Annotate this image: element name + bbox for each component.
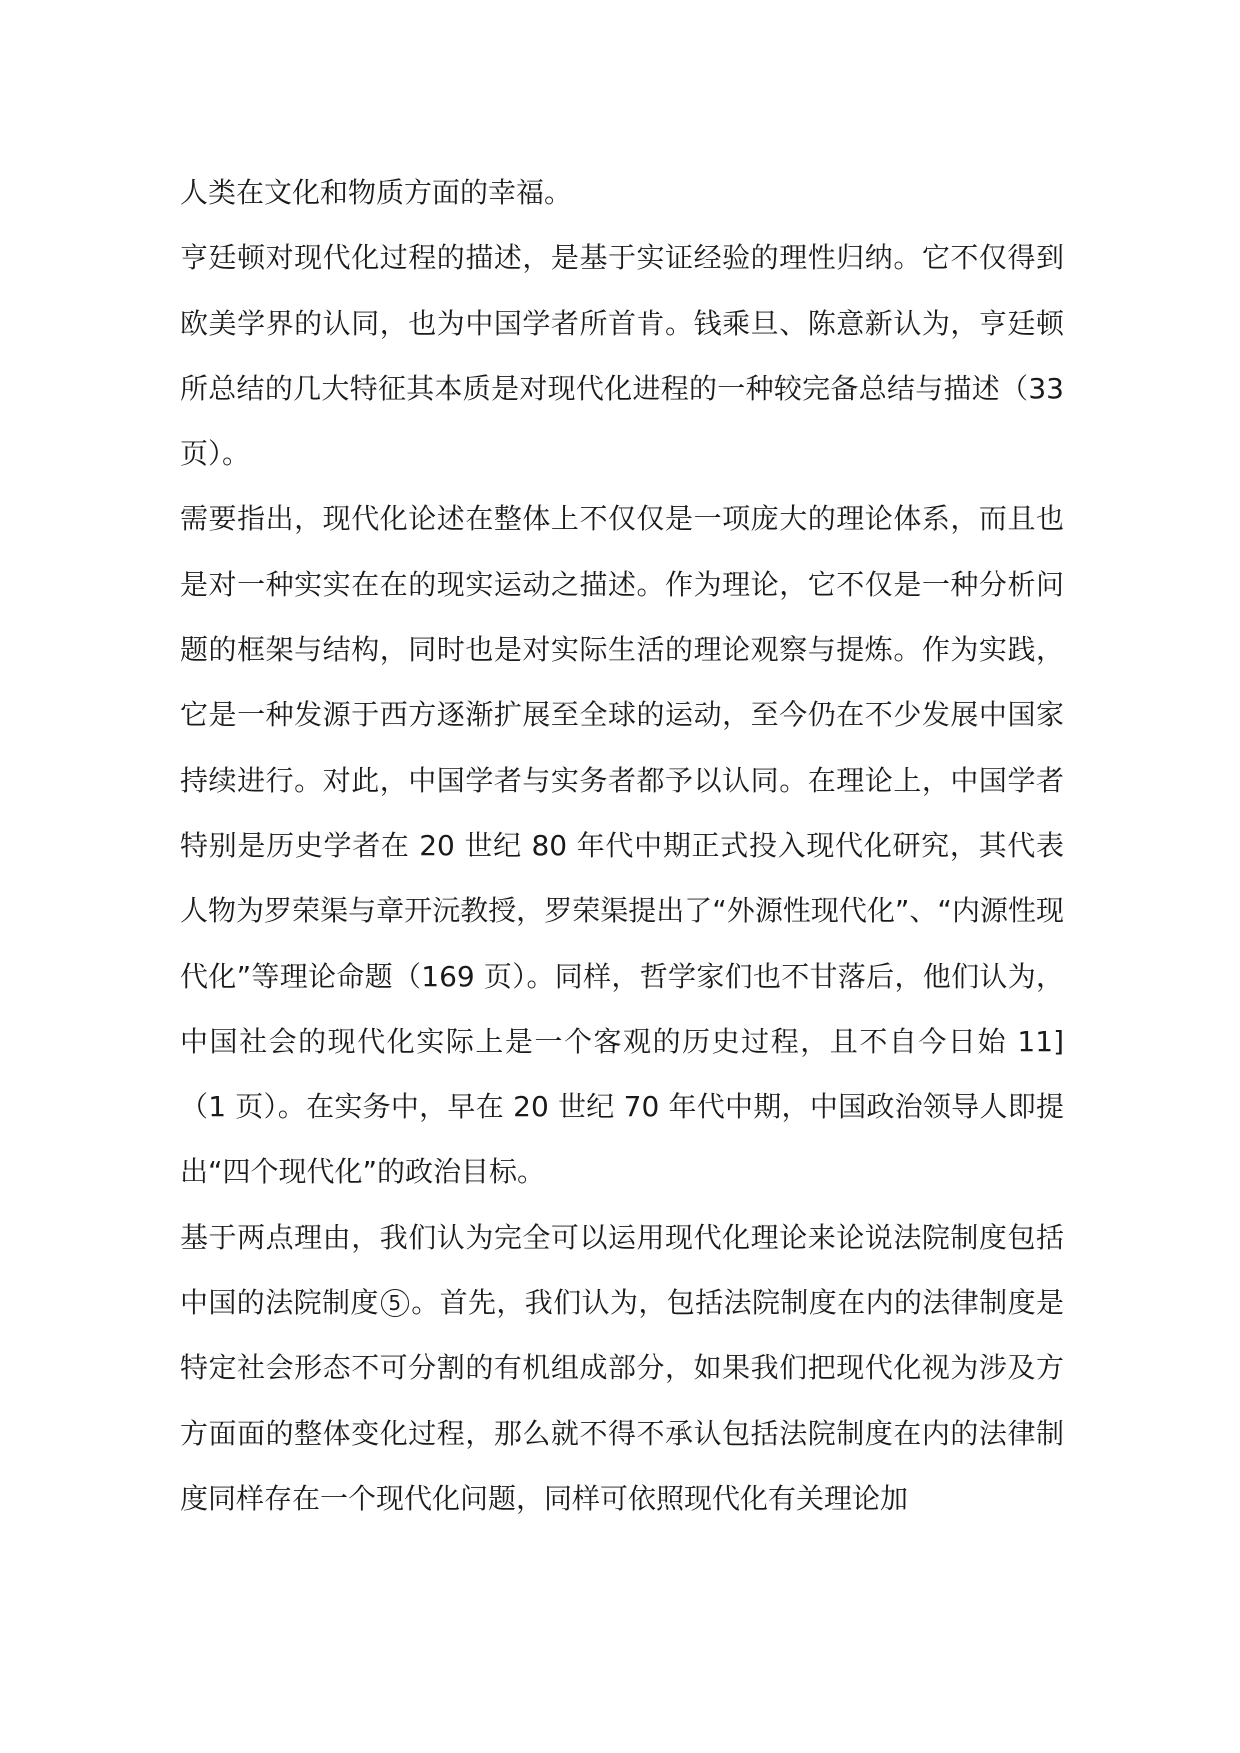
body-text	[180, 160, 1064, 1531]
footnote-marker[interactable]: 5	[381, 1289, 409, 1317]
paragraph-1	[180, 160, 1064, 225]
paragraph-3	[180, 486, 1064, 1204]
paragraph-4	[180, 1205, 1064, 1531]
paragraph-3-text: 需要指出，现代化论述在整体上不仅仅是一项庞大的理论体系，而且也是对一种实实在在的现实运动之描述。作为理论，它不仅是一种分析问题的框架与结构，同时也是对实际生活的理论观察与提炼。作为实践，它是一种发源于西方逐渐扩展至全球的运动，至今仍在不少发展中国家持续进行。对此，中国学者与实务者都予以认同。在理论上，中国学者特别是历史学者在 20 世纪 80 年代中期正式投入现代化研究，其代表人物为罗荣渠与章开沅教授，罗荣渠提出了“外源性现代化”、“内源性现代化”等理论命题（169 页）。同样，哲学家们也不甘落后，他们认为，中国社会的现代化实际上是一个客观的历史过程，且不自今日始 11]（1 页）。在实务中，早在 20 世纪 70 年代中期，中国政治领导人即提出“四个现代化”的政治目标。	[180, 502, 1064, 1189]
paragraph-4-text-after: 。首先，我们认为，包括法院制度在内的法律制度是特定社会形态不可分割的有机组成部分，如果我们把现代化视为涉及方方面面的整体变化过程，那么就不得不承认包括法院制度在内的法律制度同样存在一个现代化问题，同样可依照现代化有关理论加	[180, 1286, 1064, 1515]
paragraph-1-text: 人类在文化和物质方面的幸福。	[180, 176, 573, 209]
paragraph-2-text: 亨廷顿对现代化过程的描述，是基于实证经验的理性归纳。它不仅得到欧美学界的认同，也为中国学者所首肯。钱乘旦、陈意新认为，亨廷顿所总结的几大特征其本质是对现代化进程的一种较完备总结与描述（33 页）。	[180, 241, 1064, 471]
paragraph-2	[180, 225, 1064, 486]
paragraph-4-text-before: 基于两点理由，我们认为完全可以运用现代化理论来论说法院制度包括中国的法院制度	[180, 1220, 1064, 1320]
